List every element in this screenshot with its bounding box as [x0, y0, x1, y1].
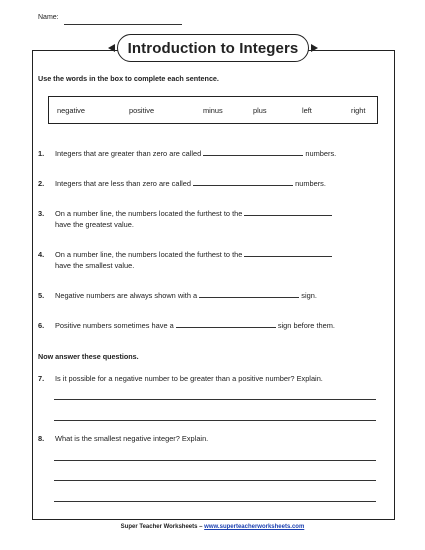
- question-number: 4.: [38, 250, 45, 259]
- answer-line[interactable]: [54, 501, 376, 502]
- name-label: Name:: [38, 14, 59, 21]
- answer-blank[interactable]: [244, 249, 332, 257]
- title-arrow-left-icon: [108, 44, 115, 52]
- question-text: On a number line, the numbers located the furthest to the: [55, 209, 243, 218]
- answer-line[interactable]: [54, 460, 376, 461]
- title-arrow-right-icon: [311, 44, 318, 52]
- word-bank-item: positive: [129, 106, 155, 115]
- question-3-text: [55, 208, 332, 230]
- answer-line[interactable]: [54, 480, 376, 481]
- question-text-line2: have the smallest value.: [55, 261, 135, 270]
- question-number: 3.: [38, 209, 45, 218]
- question-text: Integers that are less than zero are called: [55, 179, 191, 188]
- answer-blank[interactable]: [176, 320, 276, 328]
- question-8-text: What is the smallest negative integer? Explain.: [55, 434, 209, 443]
- question-2-text: [55, 178, 326, 189]
- answer-blank[interactable]: [203, 148, 303, 156]
- word-bank-item: right: [351, 106, 366, 115]
- word-bank-item: plus: [253, 106, 267, 115]
- question-text-after: sign before them.: [277, 321, 335, 330]
- question-4-text: [55, 249, 332, 271]
- question-text: Positive numbers sometimes have a: [55, 321, 174, 330]
- question-5-text: [55, 290, 317, 301]
- question-number: 8.: [38, 434, 45, 443]
- question-7-text: Is it possible for a negative number to be greater than a positive number? Explain.: [55, 374, 323, 383]
- page-title-text: Introduction to Integers: [127, 39, 299, 57]
- question-text-after: sign.: [301, 291, 317, 300]
- question-number: 5.: [38, 291, 45, 300]
- word-bank-item: negative: [57, 106, 85, 115]
- footer-separator: –: [197, 524, 205, 530]
- name-input-line[interactable]: [64, 24, 182, 25]
- question-text-after: numbers.: [295, 179, 326, 188]
- question-text-after: numbers.: [305, 149, 337, 158]
- question-number: 1.: [38, 149, 45, 158]
- answer-blank[interactable]: [193, 178, 293, 186]
- answer-blank[interactable]: [244, 208, 332, 216]
- question-text: Negative numbers are always shown with a: [55, 291, 198, 300]
- instructions: Use the words in the box to complete each sentence.: [38, 74, 219, 83]
- footer: [0, 524, 425, 530]
- question-text: On a number line, the numbers located the furthest to the: [55, 250, 243, 259]
- question-number: 7.: [38, 374, 45, 383]
- answer-line[interactable]: [54, 399, 376, 400]
- question-text: Integers that are greater than zero are called: [55, 149, 202, 158]
- question-6-text: [55, 320, 335, 331]
- question-number: 6.: [38, 321, 45, 330]
- question-text-line2: have the greatest value.: [55, 220, 134, 229]
- page-title: [117, 34, 309, 62]
- question-1-text: [55, 148, 336, 159]
- subheading: Now answer these questions.: [38, 352, 139, 361]
- word-bank-item: left: [302, 106, 312, 115]
- answer-blank[interactable]: [199, 290, 299, 298]
- answer-line[interactable]: [54, 420, 376, 421]
- question-number: 2.: [38, 179, 45, 188]
- footer-brand: Super Teacher Worksheets: [120, 524, 198, 530]
- word-bank-item: minus: [203, 106, 223, 115]
- footer-link[interactable]: www.superteacherworksheets.com: [204, 524, 305, 530]
